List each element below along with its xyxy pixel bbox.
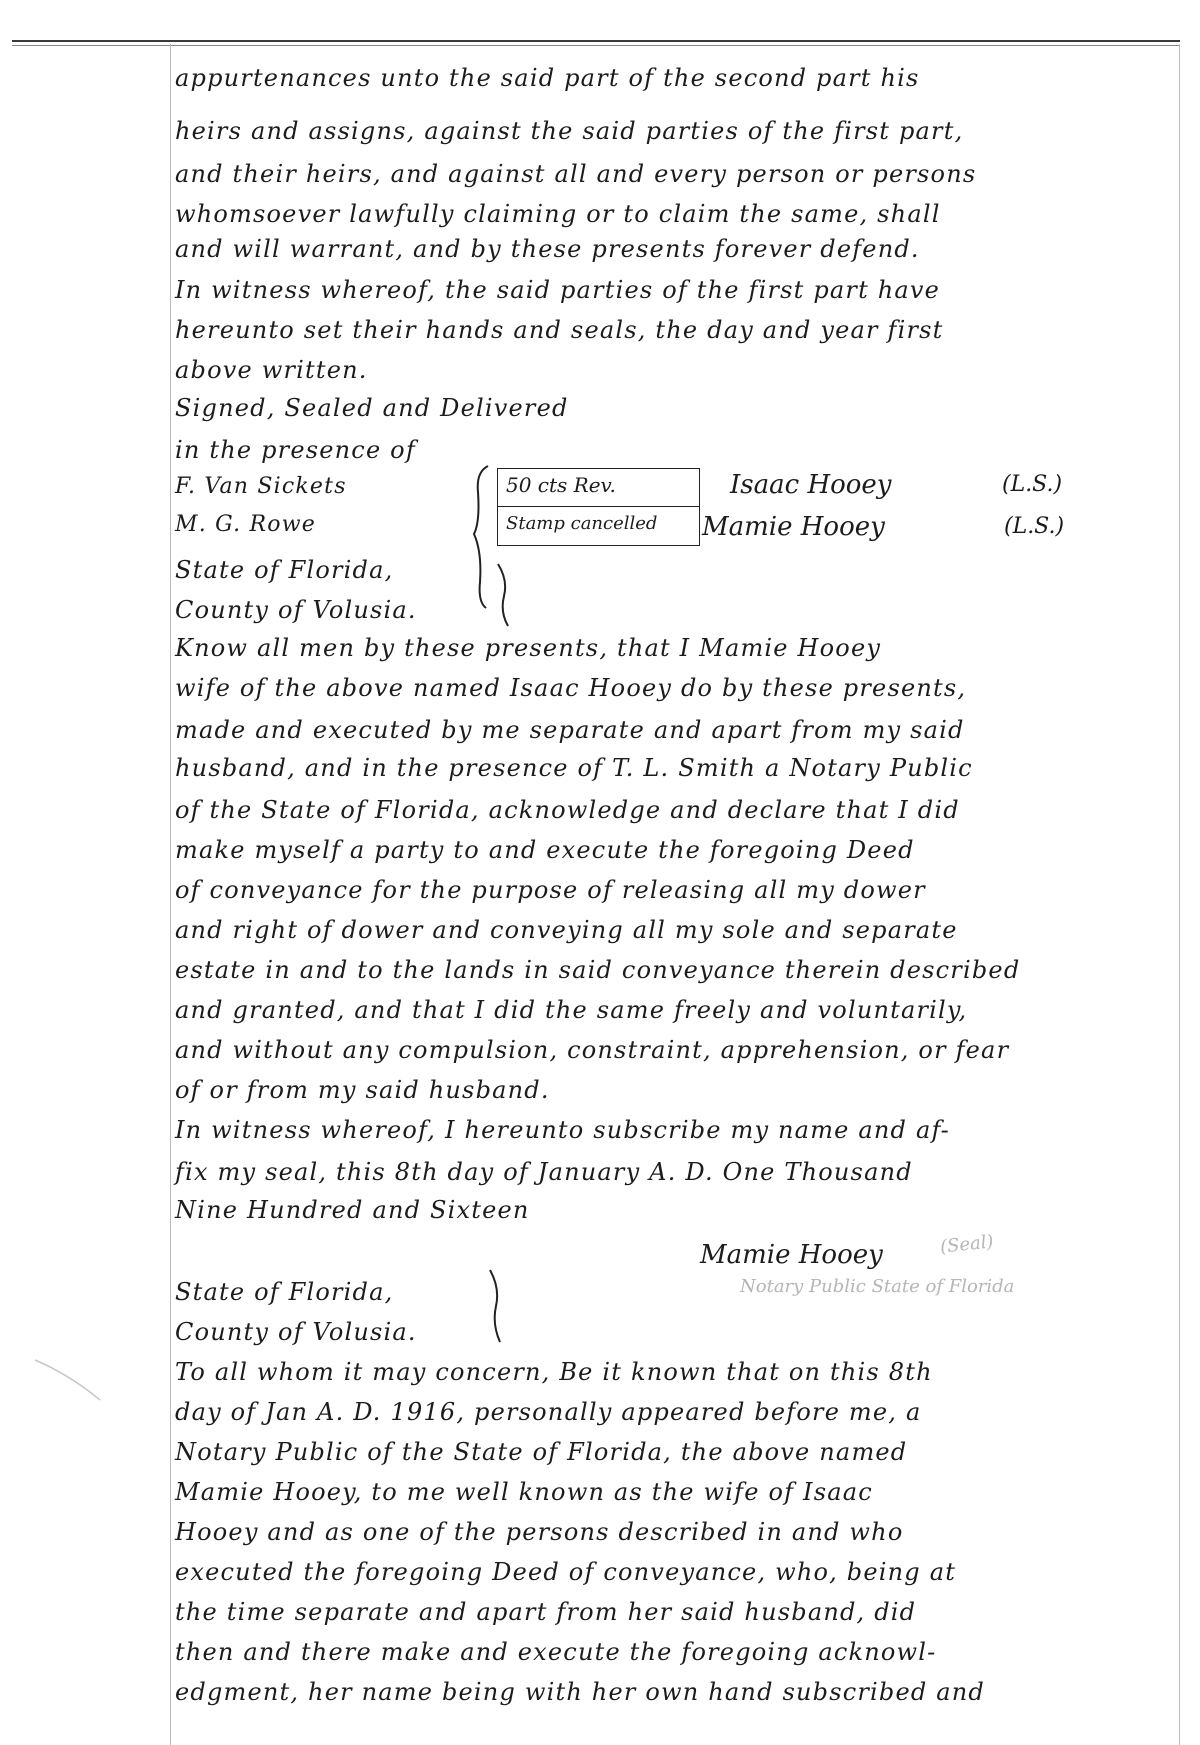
bracket-mark <box>494 560 516 630</box>
stamp-line: 50 cts Rev. <box>506 473 616 497</box>
text-line: of the State of Florida, acknowledge and declare that I did <box>175 796 960 824</box>
text-line: Nine Hundred and Sixteen <box>175 1196 530 1224</box>
venue-county: County of Volusia. <box>175 1318 417 1346</box>
text-line: To all whom it may concern, Be it known that on this 8th <box>175 1358 933 1386</box>
text-line: above written. <box>175 356 368 384</box>
text-line: hereunto set their hands and seals, the day and year first <box>175 316 944 344</box>
witness-name: F. Van Sickets <box>175 474 347 499</box>
text-line: Signed, Sealed and Delivered <box>175 394 569 422</box>
left-margin-rule <box>170 44 171 1745</box>
text-line: Hooey and as one of the persons described in and who <box>175 1518 904 1546</box>
text-line: of or from my said husband. <box>175 1076 550 1104</box>
text-line: day of Jan A. D. 1916, personally appeared before me, a <box>175 1398 922 1426</box>
seal-mark: (L.S.) <box>1002 472 1063 497</box>
stamp-divider <box>498 506 699 507</box>
bracket-mark <box>468 462 494 612</box>
bracket-mark <box>486 1266 508 1346</box>
text-line: fix my seal, this 8th day of January A. D. One Thousand <box>175 1158 913 1186</box>
text-line: estate in and to the lands in said conveyance therein described <box>175 956 1021 984</box>
text-line: the time separate and apart from her said husband, did <box>175 1598 917 1626</box>
text-line: In witness whereof, I hereunto subscribe my name and af- <box>175 1116 950 1144</box>
seal-mark-faint: (Seal) <box>939 1231 995 1258</box>
text-line: Mamie Hooey, to me well known as the wife of Isaac <box>175 1478 873 1506</box>
stamp-line: Stamp cancelled <box>506 513 658 534</box>
text-line: In witness whereof, the said parties of the first part have <box>175 276 941 304</box>
text-line: Know all men by these presents, that I Mamie Hooey <box>175 634 882 662</box>
text-line: and will warrant, and by these presents forever defend. <box>175 235 920 263</box>
text-line: heirs and assigns, against the said parties of the first part, <box>175 117 964 145</box>
margin-pencil-mark <box>30 1350 110 1410</box>
signature-mamie: Mamie Hooey <box>702 512 885 542</box>
text-line: in the presence of <box>175 436 416 464</box>
text-line: of conveyance for the purpose of releasing all my dower <box>175 876 926 904</box>
signature-mamie-second: Mamie Hooey <box>700 1240 883 1270</box>
text-line: edgment, her name being with her own hand subscribed and <box>175 1678 985 1706</box>
notary-faint-stamp: Notary Public State of Florida <box>740 1276 1015 1297</box>
witness-name: M. G. Rowe <box>175 512 316 537</box>
right-margin-rule <box>1179 44 1180 1745</box>
text-line: and right of dower and conveying all my sole and separate <box>175 916 958 944</box>
text-line: then and there make and execute the foregoing acknowl- <box>175 1638 937 1666</box>
venue-state: State of Florida, <box>175 1278 394 1306</box>
text-line: appurtenances unto the said part of the second part his <box>175 64 920 92</box>
text-line: make myself a party to and execute the foregoing Deed <box>175 836 915 864</box>
seal-mark: (L.S.) <box>1004 514 1065 539</box>
text-line: and without any compulsion, constraint, apprehension, or fear <box>175 1036 1010 1064</box>
text-line: made and executed by me separate and apart from my said <box>175 716 965 744</box>
top-rule <box>12 40 1180 46</box>
text-line: and their heirs, and against all and every person or persons <box>175 160 977 188</box>
text-line: Notary Public of the State of Florida, the above named <box>175 1438 908 1466</box>
text-line: and granted, and that I did the same freely and voluntarily, <box>175 996 968 1024</box>
venue-state: State of Florida, <box>175 556 394 584</box>
text-line: executed the foregoing Deed of conveyance, who, being at <box>175 1558 957 1586</box>
text-line: whomsoever lawfully claiming or to claim the same, shall <box>175 200 941 228</box>
signature-isaac: Isaac Hooey <box>730 470 892 500</box>
revenue-stamp-box <box>497 468 700 546</box>
text-line: wife of the above named Isaac Hooey do by these presents, <box>175 674 967 702</box>
venue-county: County of Volusia. <box>175 596 417 624</box>
text-line: husband, and in the presence of T. L. Smith a Notary Public <box>175 754 973 782</box>
